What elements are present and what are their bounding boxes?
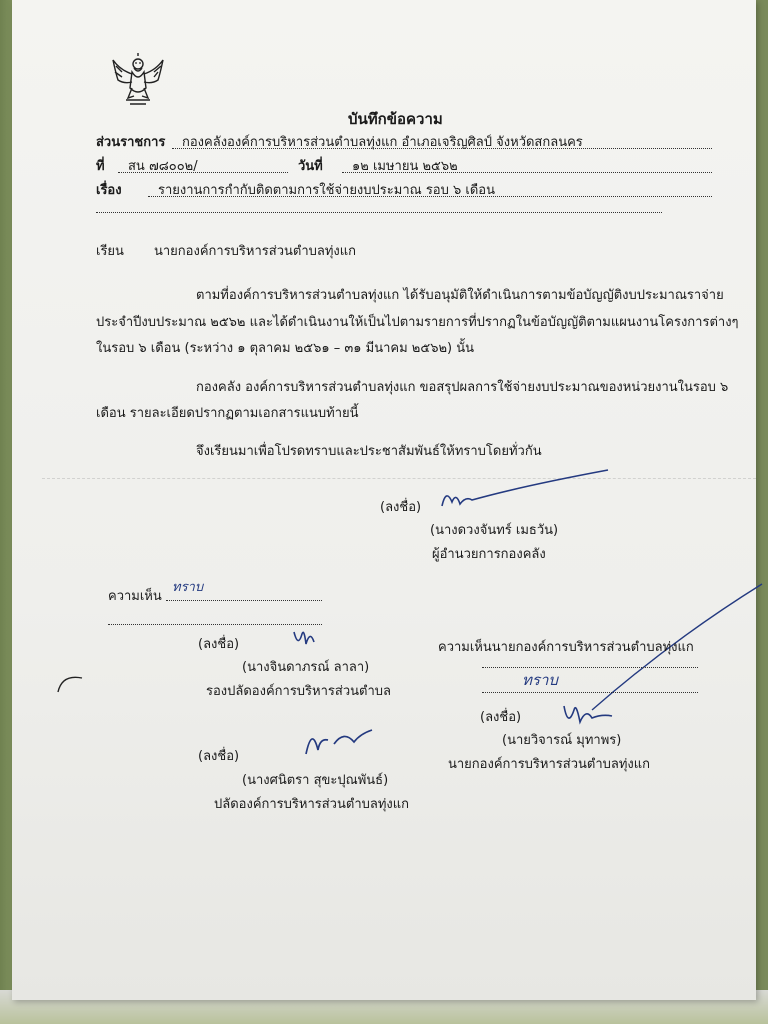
- deputy-sign-name: (นางจินดาภรณ์ ลาลา): [242, 660, 370, 675]
- opinion-left-dotline: [166, 600, 322, 601]
- subject-dotline: [148, 196, 712, 197]
- dept-label: ส่วนราชการ: [96, 135, 166, 150]
- memo-title: บันทึกข้อความ: [348, 110, 443, 128]
- opinion-right-handwritten: ทราบ: [522, 671, 558, 689]
- main-sign-position: ผู้อำนวยการกองคลัง: [432, 547, 546, 562]
- date-label: วันที่: [298, 159, 323, 174]
- dept-dotline: [172, 148, 712, 149]
- clerk-sign-position: ปลัดองค์การบริหารส่วนตำบลทุ่งแก: [214, 797, 409, 812]
- body-p2-line1: กองคลัง องค์การบริหารส่วนตำบลทุ่งแก ขอสรุปผลการใช้จ่ายงบประมาณของหน่วยงานในรอบ ๖: [196, 380, 729, 395]
- subject-dotline-2: [96, 212, 662, 213]
- clerk-sign-label: (ลงชื่อ): [198, 749, 240, 764]
- dept-value: กองคลังองค์การบริหารส่วนตำบลทุ่งแก อำเภอเจริญศิลป์ จังหวัดสกลนคร: [182, 135, 583, 150]
- salutation-label: เรียน: [96, 244, 124, 259]
- memo-paper: [12, 0, 756, 1000]
- main-sign-name: (นางดวงจันทร์ เมธวัน): [430, 523, 559, 538]
- date-value: ๑๒ เมษายน ๒๕๖๒: [352, 159, 458, 174]
- date-dotline: [342, 172, 712, 173]
- salutation-recipient: นายกองค์การบริหารส่วนตำบลทุ่งแก: [154, 244, 357, 259]
- ref-label: ที่: [96, 159, 105, 174]
- paper-fold-line: [42, 478, 756, 479]
- body-p1-line2: ประจำปีงบประมาณ ๒๕๖๒ และได้ดำเนินงานให้เป็นไปตามรายการที่ปรากฏในข้อบัญญัติตามแผนงานโครงการต่างๆ: [96, 315, 739, 330]
- opinion-right-dotline: [482, 667, 698, 668]
- clerk-sign-name: (นางศนิตรา สุขะปุณพันธ์): [242, 773, 389, 788]
- body-p1-line3: ในรอบ ๖ เดือน (ระหว่าง ๑ ตุลาคม ๒๕๖๑ – ๓๑ มีนาคม ๒๕๖๒) นั้น: [96, 341, 474, 356]
- opinion-right-sign-label: (ลงชื่อ): [480, 710, 522, 725]
- ref-value: สน ๗๘๐๐๒/: [128, 159, 198, 174]
- opinion-right-dotline-2: [482, 692, 698, 693]
- body-p1-line1: ตามที่องค์การบริหารส่วนตำบลทุ่งแก ได้รับอนุมัติให้ดำเนินการตามข้อบัญญัติงบประมาณราจ่าย: [196, 288, 724, 303]
- ref-dotline: [118, 172, 288, 173]
- clerk-signature-scribble: [298, 720, 378, 760]
- opinion-right-name: (นายวิจารณ์ มุทาพร): [502, 733, 622, 748]
- deputy-signature-scribble: [288, 624, 328, 652]
- subject-label: เรื่อง: [96, 183, 122, 198]
- main-sign-label: (ลงชื่อ): [380, 500, 422, 515]
- stray-pen-mark: [52, 668, 92, 698]
- mayor-signature-scribble: [558, 696, 618, 732]
- opinion-right-position: นายกองค์การบริหารส่วนตำบลทุ่งแก: [448, 757, 651, 772]
- main-signature-scribble: [432, 466, 632, 516]
- opinion-left-handwritten: ทราบ: [172, 580, 204, 595]
- body-p2-line2: เดือน รายละเอียดปรากฏตามเอกสารแนบท้ายนี้: [96, 406, 359, 421]
- opinion-left-label: ความเห็น: [108, 589, 162, 604]
- body-p3-line1: จึงเรียนมาเพื่อโปรดทราบและประชาสัมพันธ์ให้ทราบโดยทั่วกัน: [196, 444, 542, 459]
- garuda-emblem-icon: [110, 52, 166, 110]
- opinion-right-label: ความเห็นนายกองค์การบริหารส่วนตำบลทุ่งแก: [438, 640, 694, 655]
- deputy-sign-position: รองปลัดองค์การบริหารส่วนตำบล: [206, 684, 391, 699]
- subject-value: รายงานการกำกับติดตามการใช้จ่ายงบประมาณ รอบ ๖ เดือน: [158, 183, 495, 198]
- deputy-sign-label: (ลงชื่อ): [198, 637, 240, 652]
